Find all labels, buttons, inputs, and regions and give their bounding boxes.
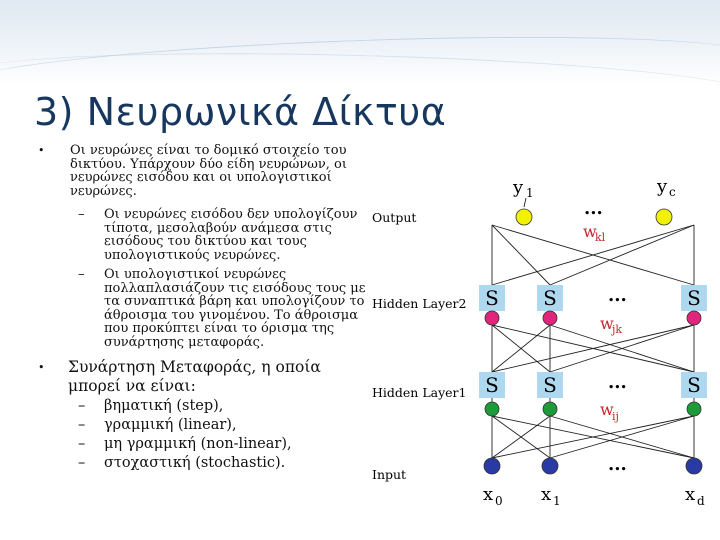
output-node <box>516 209 532 225</box>
sub-bullet-text: βηματική (step), <box>104 398 224 414</box>
slide-title: 3) Νευρωνικά Δίκτυα <box>34 90 447 134</box>
layer-label-input: Input <box>372 467 407 482</box>
hidden1-sum-box <box>479 372 505 398</box>
weight-label-wij <box>600 400 619 423</box>
weight-label-text: w <box>600 314 614 333</box>
input-label-xd <box>685 484 705 508</box>
input-node <box>484 458 500 474</box>
weight-label-subscript: kl <box>595 231 606 244</box>
weight-label-wkl <box>583 222 606 244</box>
input-label-x1 <box>541 484 561 508</box>
weight-label-text: w <box>583 222 597 241</box>
ellipsis-output: ... <box>584 198 603 219</box>
sub-bullet-dash: – <box>78 455 86 471</box>
sum-symbol: S <box>485 373 499 397</box>
sum-symbol: S <box>687 373 701 397</box>
ellipsis-hidden2: ... <box>608 285 627 306</box>
sum-symbol: S <box>543 286 557 310</box>
sub-bullet-text: Οι υπολογιστικοί νευρώνες πολλαπλασιάζουν τις εισόδους τους με τα συναπτικά βάρη και υπολογίζουν το άθροισμα του γινομένου. Το άθροισμα που προκύπτει είναι το όρισμα της συνάρτησης μεταφοράς. <box>104 267 366 350</box>
sum-symbol: S <box>485 286 499 310</box>
bullet-dot: • <box>38 361 45 374</box>
input-label-text: x <box>541 484 552 505</box>
hidden2-node <box>543 311 557 325</box>
input-label-text: x <box>483 484 494 505</box>
output-label-y1 <box>512 177 534 200</box>
sub-bullet-dash: – <box>78 436 86 452</box>
connection-line <box>550 225 694 285</box>
output-label-text: y <box>657 176 668 197</box>
network-nodes <box>479 209 707 474</box>
input-label-subscript: 0 <box>495 494 503 508</box>
output-label-yc <box>656 176 676 199</box>
weight-label-subscript: jk <box>612 323 623 336</box>
input-label-subscript: d <box>697 494 705 508</box>
output-label-text: y <box>513 177 524 198</box>
sub-bullet-text: στοχαστική (stochastic). <box>104 455 286 471</box>
hidden2-sum-box <box>479 285 505 311</box>
bullet-dot: • <box>38 144 45 157</box>
hidden1-node <box>543 402 557 416</box>
bullet-text: Συνάρτηση Μεταφοράς, η οποία μπορεί να είναι: <box>68 358 321 395</box>
hidden1-node <box>485 402 499 416</box>
sub-bullet-dash: – <box>78 267 85 282</box>
input-label-subscript: 1 <box>553 494 561 508</box>
input-label-text: x <box>685 484 696 505</box>
weight-label-wjk <box>600 314 622 336</box>
bullet-text: Οι νευρώνες είναι το δομικό στοιχείο του δικτύου. Υπάρχουν δύο είδη νευρώνων, οι νευρώνες εισόδου και οι υπολογιστικοί νευρώνες. <box>70 143 347 199</box>
layer-label-hidden2: Hidden Layer2 <box>372 296 467 311</box>
input-label-x0 <box>483 484 503 508</box>
sum-symbol: S <box>687 286 701 310</box>
sub-bullet-dash: – <box>78 398 86 414</box>
sum-symbol: S <box>543 373 557 397</box>
hidden1-sum-box <box>681 372 707 398</box>
layer-label-output: Output <box>372 210 417 225</box>
layer-label-hidden1: Hidden Layer1 <box>372 385 467 400</box>
weight-label-subscript: ij <box>612 410 619 423</box>
hidden2-sum-box <box>537 285 563 311</box>
output-label-subscript: c <box>669 185 676 199</box>
sub-bullet-text: μη γραμμική (non-linear), <box>104 436 292 452</box>
hidden1-node <box>687 402 701 416</box>
sub-bullet-dash: – <box>78 417 86 433</box>
hidden2-node <box>687 311 701 325</box>
output-label-subscript: 1 <box>526 186 534 200</box>
hidden1-sum-box <box>537 372 563 398</box>
sub-bullet-dash: – <box>78 207 85 222</box>
input-node <box>686 458 702 474</box>
sub-bullet-text: γραμμική (linear), <box>104 417 237 433</box>
sub-bullet-text: Οι νευρώνες εισόδου δεν υπολογίζουν τίποτα, μεσολαβούν ανάμεσα στις εισόδους του δικτύου και τους υπολογιστικούς νευρώνες. <box>104 207 358 263</box>
hidden2-sum-box <box>681 285 707 311</box>
ellipsis-hidden1: ... <box>608 372 627 393</box>
input-node <box>542 458 558 474</box>
output-node <box>656 209 672 225</box>
weight-label-text: w <box>600 400 614 419</box>
hidden2-node <box>485 311 499 325</box>
ellipsis-input: ... <box>608 454 627 475</box>
